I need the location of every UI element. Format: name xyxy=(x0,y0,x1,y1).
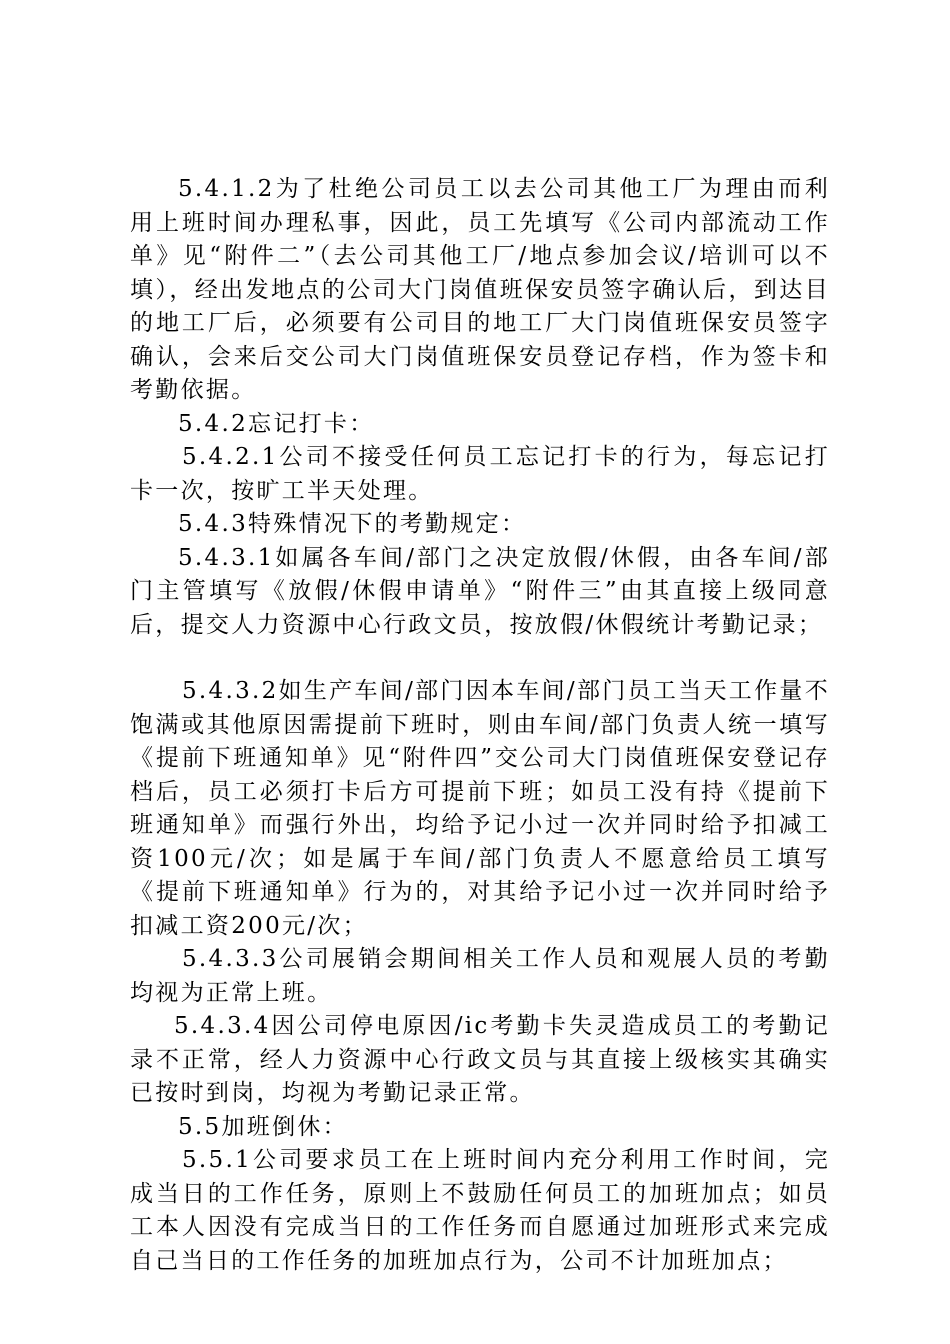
paragraph-5-4-3-4: 5.4.3.4因公司停电原因/ic考勤卡失灵造成员工的考勤记录不正常，经人力资源中心行政文员与其直接上级核实其确实已按时到岗，均视为考勤记录正常。 xyxy=(130,1013,830,1106)
heading-5-4-2: 5.4.2忘记打卡： xyxy=(178,410,375,437)
paragraph-5-4-1-2: 5.4.1.2为了杜绝公司员工以去公司其他工厂为理由而利用上班时间办理私事，因此，员工先填写《公司内部流动工作单》见“附件二”（去公司其他工厂/地点参加会议/培训可以不填），经出发地点的公司大门岗值班保安员签字确认后，到达目的地工厂后，必须要有公司目的地工厂大门岗值班保安员签字确认，会来后交公司大门岗值班保安员登记存档，作为签卡和考勤依据。 xyxy=(130,176,830,403)
heading-5-4-3: 5.4.3特殊情况下的考勤规定： xyxy=(178,511,527,537)
paragraph-5-5-1: 5.5.1公司要求员工在上班时间内充分利用工作时间，完成当日的工作任务，原则上不鼓励任何员工的加班加点；如员工本人因没有完成当日的工作任务而自愿通过加班形式来完成自己当日的工作任务的加班加点行为，公司不计加班加点； xyxy=(130,1147,830,1274)
paragraph-5-4-3-2: 5.4.3.2如生产车间/部门因本车间/部门员工当天工作量不饱满或其他原因需提前下班时，则由车间/部门负责人统一填写《提前下班通知单》见“附件四”交公司大门岗值班保安登记存档后，员工必须打卡后方可提前下班；如员工没有持《提前下班通知单》而强行外出，均给予记小过一次并同时给予扣减工资100元/次；如是属于车间/部门负责人不愿意给员工填写《提前下班通知单》行为的，对其给予记小过一次并同时给予扣减工资200元/次； xyxy=(130,678,830,939)
paragraph-5-4-3-1: 5.4.3.1如属各车间/部门之决定放假/休假，由各车间/部门主管填写《放假/休假申请单》“附件三”由其直接上级同意后，提交人力资源中心行政文员，按放假/休假统计考勤记录； xyxy=(130,544,830,638)
paragraph-5-4-2-1: 5.4.2.1公司不接受任何员工忘记打卡的行为，每忘记打卡一次，按旷工半天处理。 xyxy=(130,444,830,504)
paragraph-5-4-3-3: 5.4.3.3公司展销会期间相关工作人员和观展人员的考勤均视为正常上班。 xyxy=(130,946,830,1006)
document-body xyxy=(130,173,830,1278)
heading-5-5: 5.5加班倒休： xyxy=(178,1113,348,1140)
